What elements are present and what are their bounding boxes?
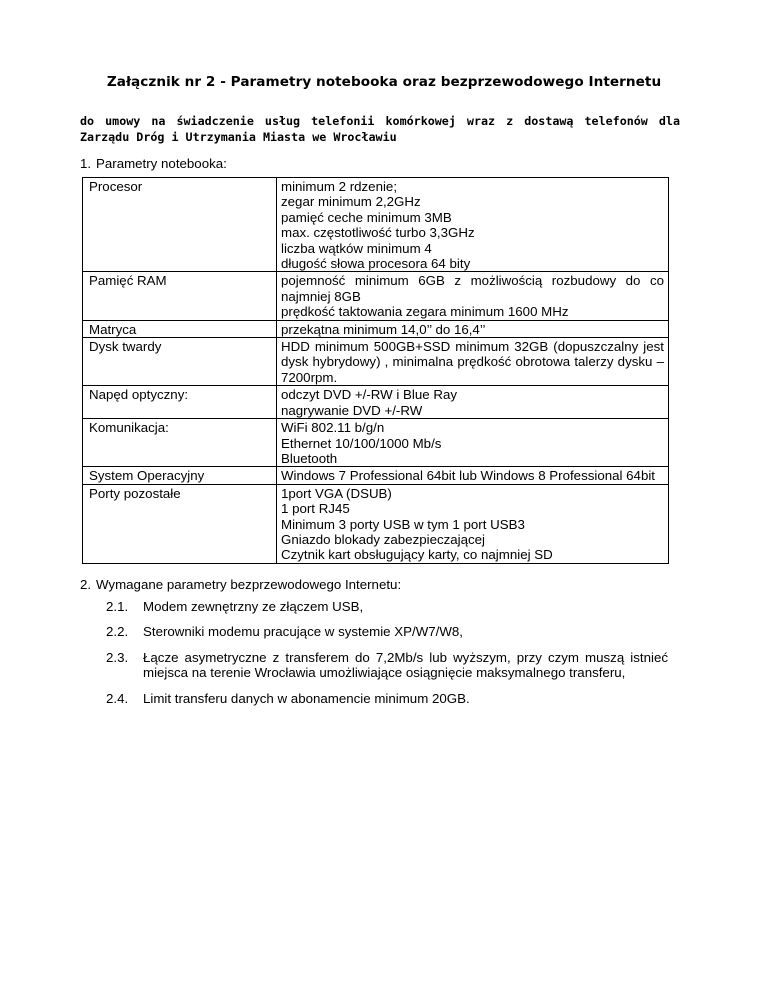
spec-value	[277, 178, 669, 272]
spec-value	[277, 272, 669, 320]
notebook-specs-table	[82, 177, 669, 564]
list-item-text: Modem zewnętrzny ze złączem USB,	[143, 599, 364, 614]
spec-line: 1 port RJ45	[281, 501, 350, 517]
list-item-number: 2.4.	[106, 690, 129, 706]
list-item-number: 2.2.	[106, 624, 129, 640]
spec-line: Ethernet 10/100/1000 Mb/s	[281, 435, 442, 451]
spec-line: liczba wątków minimum 4	[281, 240, 432, 256]
list-item-text: Limit transferu danych w abonamencie minimum 20GB.	[143, 690, 470, 706]
spec-label: System Operacyjny	[83, 467, 277, 484]
table-row	[83, 386, 669, 419]
spec-line: Windows 7 Professional 64bit lub Windows 8 Professional 64bit	[281, 468, 655, 484]
list-item-text: Sterowniki modemu pracujące w systemie XP/W7/W8,	[143, 624, 463, 640]
spec-line: zegar minimum 2,2GHz	[281, 194, 421, 210]
table-row	[83, 484, 669, 563]
spec-value	[277, 320, 669, 337]
spec-label: Matryca	[83, 320, 277, 337]
requirements-list	[106, 599, 668, 716]
spec-line: pamięć ceche minimum 3MB	[281, 209, 452, 225]
spec-line: WiFi 802.11 b/g/n	[281, 420, 385, 436]
spec-label: Komunikacja:	[83, 419, 277, 467]
spec-label: Napęd optyczny:	[83, 386, 277, 419]
document-subtitle: do umowy na świadczenie usług telefonii komórkowej wraz z dostawą telefonów dla Zarządu Dróg i Utrzymania Miasta we Wrocławiu	[80, 114, 680, 144]
spec-line: Bluetooth	[281, 450, 338, 466]
spec-label: Porty pozostałe	[83, 484, 277, 563]
spec-line: przekątna minimum 14,0’’ do 16,4’’	[281, 321, 486, 337]
spec-line: prędkość taktowania zegara minimum 1600 MHz	[281, 304, 569, 320]
table-row	[83, 419, 669, 467]
list-item	[106, 691, 668, 706]
section-2-label: Wymagane parametry bezprzewodowego Internetu:	[96, 577, 402, 592]
spec-line: Minimum 3 porty USB w tym 1 port USB3	[281, 516, 525, 532]
spec-label: Dysk twardy	[83, 338, 277, 386]
spec-value	[277, 484, 669, 563]
spec-line: Czytnik kart obsługujący karty, co najmniej SD	[281, 547, 553, 563]
table-row	[83, 338, 669, 386]
list-item	[106, 650, 668, 681]
spec-value	[277, 467, 669, 484]
table-row	[83, 320, 669, 337]
spec-line: Gniazdo blokady zabezpieczającej	[281, 531, 486, 547]
section-1-number: 1.	[80, 156, 92, 171]
list-item-number: 2.1.	[106, 599, 129, 614]
spec-value	[277, 386, 669, 419]
section-1-heading	[80, 156, 227, 172]
spec-line: 1port VGA (DSUB)	[281, 485, 392, 501]
table-row	[83, 272, 669, 320]
spec-line: max. częstotliwość turbo 3,3GHz	[281, 225, 475, 241]
list-item-text: Łącze asymetryczne z transferem do 7,2Mb/s lub wyższym, przy czym muszą istnieć miejsca na terenie Wrocławia umożliwiające osiągnięcie maksymalnego transferu,	[143, 649, 668, 681]
list-item-number: 2.3.	[106, 649, 129, 665]
section-1-label: Parametry notebooka:	[96, 156, 227, 171]
spec-value	[277, 338, 669, 386]
spec-label: Pamięć RAM	[83, 272, 277, 320]
spec-line: HDD minimum 500GB+SSD minimum 32GB (dopuszczalny jest dysk hybrydowy) , minimalna prędkość obrotowa talerzy dysku – 7200rpm.	[281, 339, 664, 385]
spec-line: pojemność minimum 6GB z możliwością rozbudowy do co najmniej 8GB	[281, 273, 664, 304]
list-item	[106, 599, 668, 614]
spec-value	[277, 419, 669, 467]
table-row	[83, 467, 669, 484]
spec-line: minimum 2 rdzenie;	[281, 179, 398, 194]
spec-line: odczyt DVD +/-RW i Blue Ray	[281, 387, 457, 403]
list-item	[106, 624, 668, 639]
spec-line: nagrywanie DVD +/-RW	[281, 402, 423, 418]
spec-line: długość słowa procesora 64 bity	[281, 256, 471, 272]
section-2-number: 2.	[80, 577, 92, 592]
section-2-heading	[80, 577, 402, 593]
document-title: Załącznik nr 2 - Parametry notebooka oraz bezprzewodowego Internetu	[106, 74, 662, 90]
spec-label: Procesor	[83, 178, 277, 272]
table-row	[83, 178, 669, 272]
